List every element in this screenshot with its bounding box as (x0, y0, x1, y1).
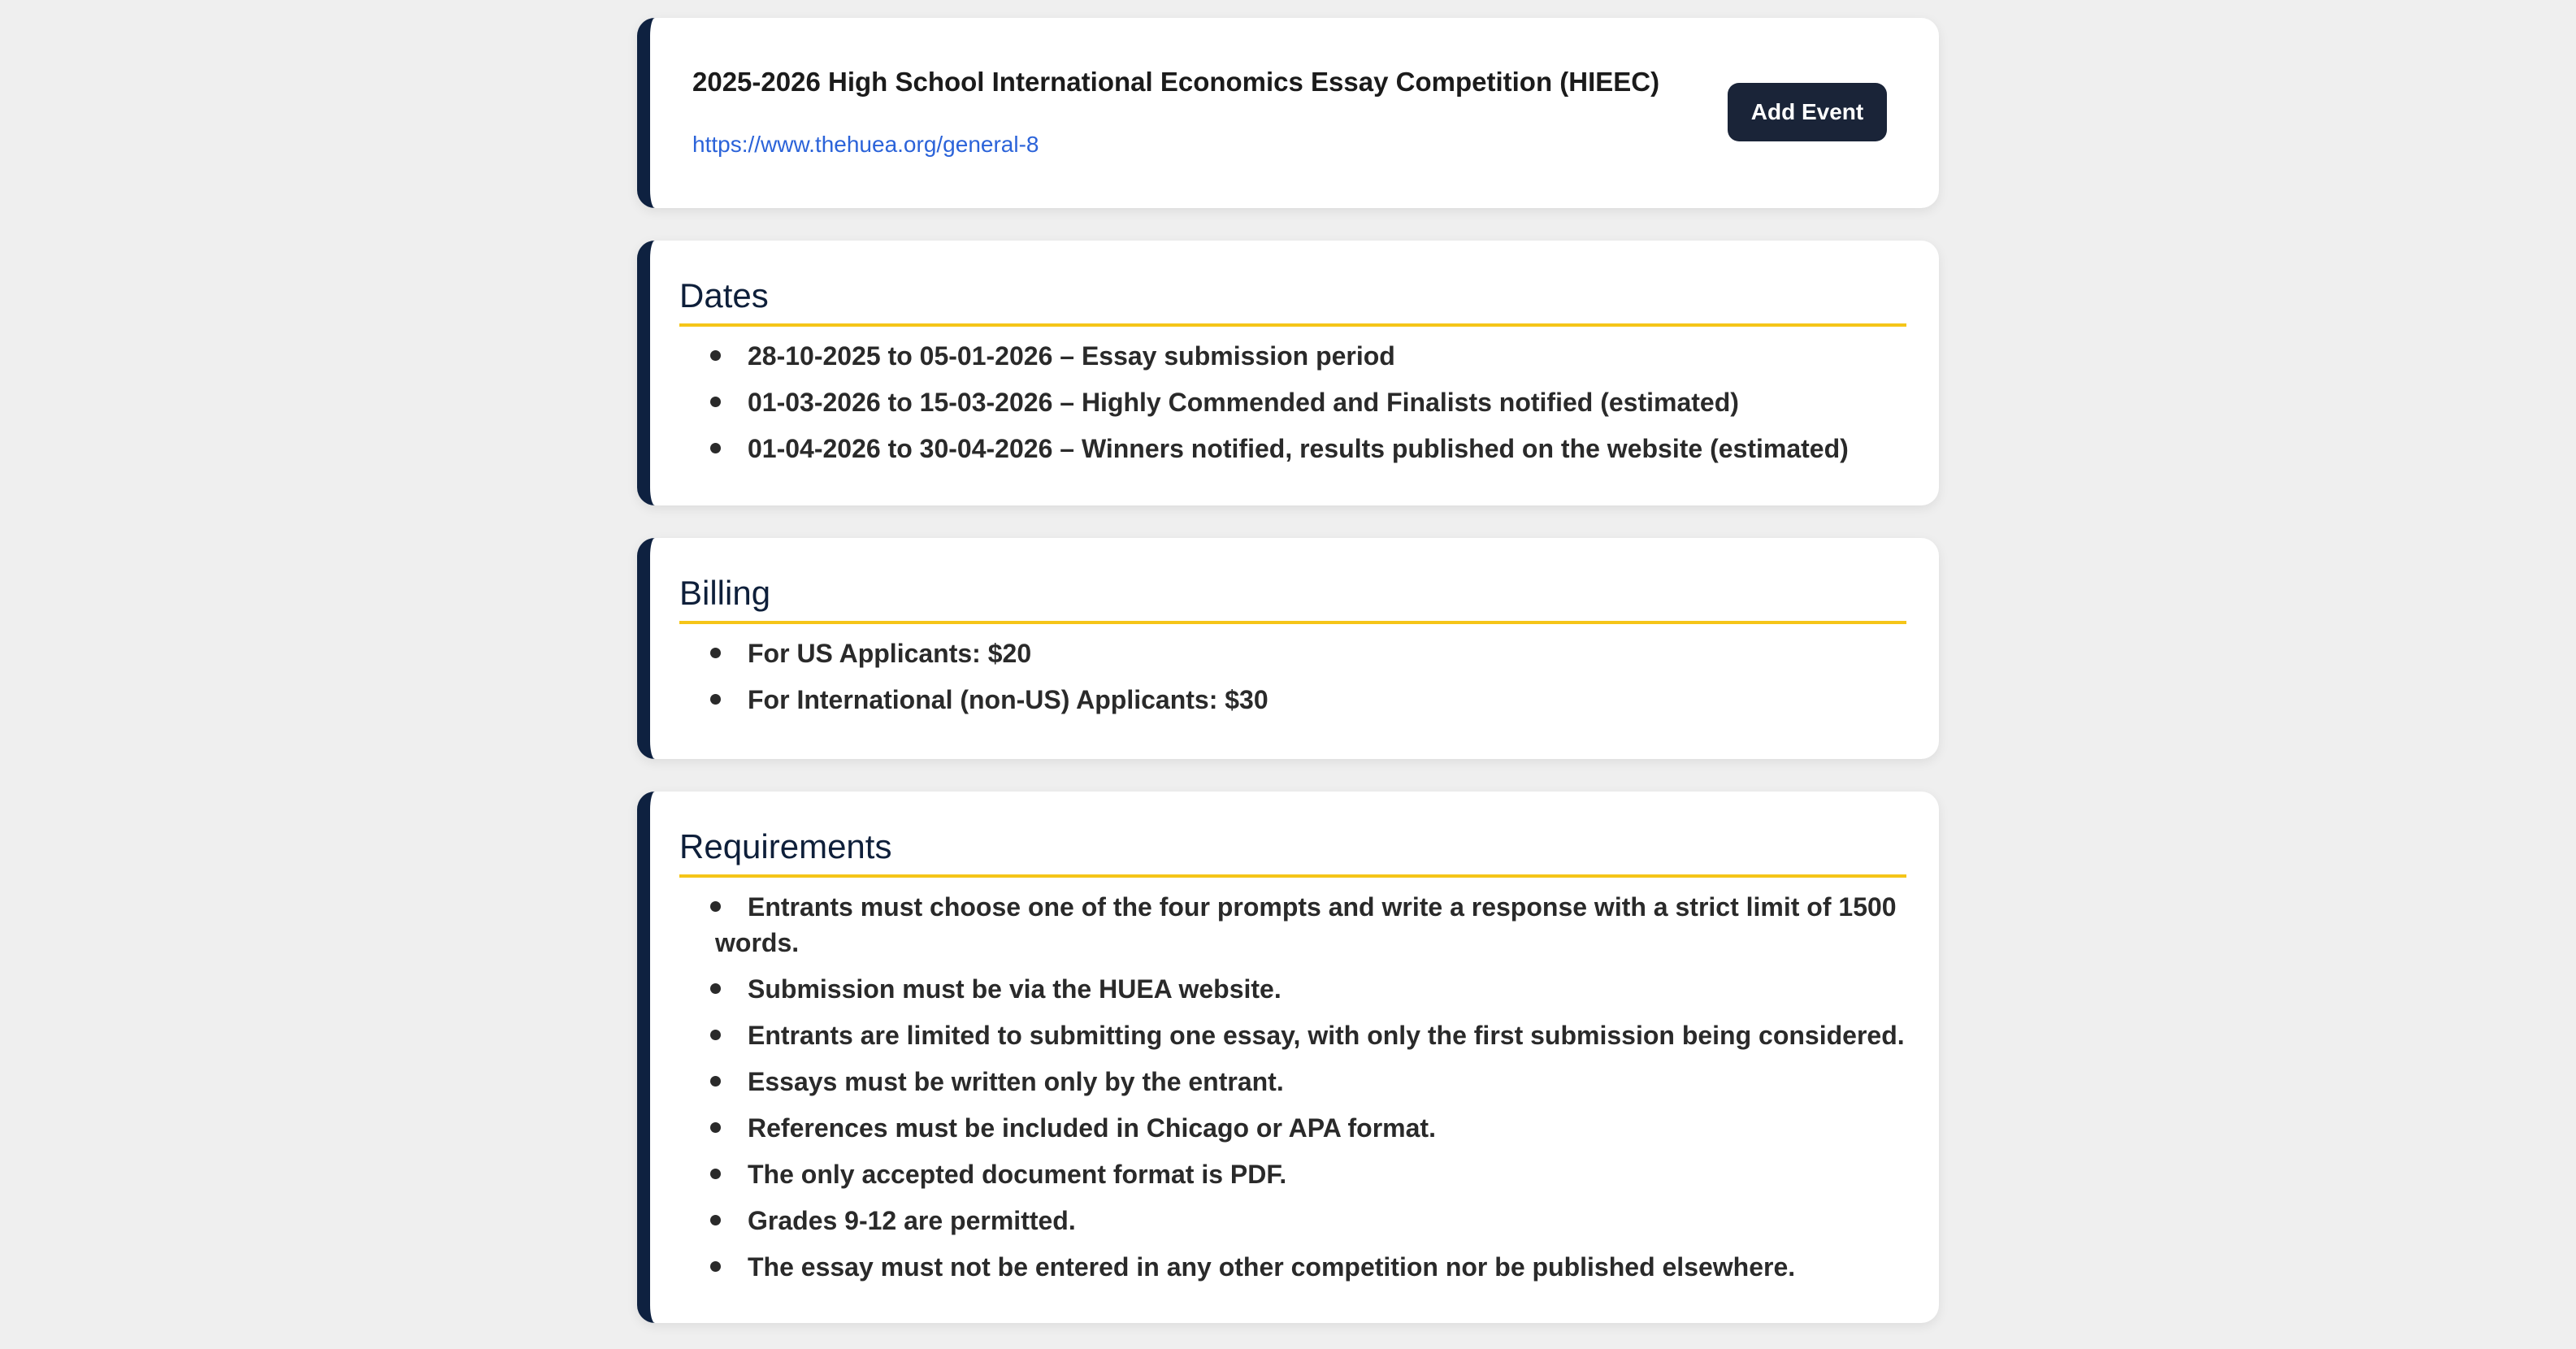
bullet-icon (710, 397, 721, 407)
dates-card (637, 241, 1939, 505)
bullet-icon (710, 901, 721, 912)
requirement-item-text: Essays must be written only by the entrant. (748, 1067, 1284, 1096)
bullet-icon (710, 443, 721, 453)
list-item (679, 682, 1906, 718)
bullet-icon (710, 1169, 721, 1179)
requirement-item-text: Submission must be via the HUEA website. (748, 974, 1281, 1004)
list-item (679, 338, 1906, 374)
list-item (679, 1110, 1906, 1146)
list-item (679, 1249, 1906, 1285)
bullet-icon (710, 648, 721, 658)
requirement-item-text: The essay must not be entered in any other competition nor be published elsewhere. (748, 1252, 1796, 1282)
list-item (679, 1064, 1906, 1100)
add-event-button[interactable]: Add Event (1728, 83, 1887, 141)
billing-list (679, 635, 1906, 728)
requirement-item-text: Entrants are limited to submitting one essay, with only the first submission being considered. (748, 1021, 1905, 1050)
billing-item-text: For US Applicants: $20 (748, 639, 1032, 668)
requirement-item-text: References must be included in Chicago or APA format. (748, 1113, 1436, 1143)
bullet-icon (710, 1122, 721, 1133)
event-header-card (637, 18, 1939, 208)
list-item (679, 971, 1906, 1007)
requirements-card (637, 792, 1939, 1323)
requirements-list (679, 889, 1906, 1295)
list-item (679, 431, 1906, 466)
date-item-text: 01-03-2026 to 15-03-2026 – Highly Commended and Finalists notified (estimated) (748, 388, 1739, 417)
bullet-icon (710, 1215, 721, 1225)
date-item-text: 01-04-2026 to 30-04-2026 – Winners notified, results published on the website (estimated) (748, 434, 1849, 463)
list-item (679, 1203, 1906, 1238)
event-website-link[interactable]: https://www.thehuea.org/general-8 (692, 132, 1039, 157)
dates-heading: Dates (679, 276, 1906, 327)
billing-heading: Billing (679, 574, 1906, 624)
requirement-item-text: Entrants must choose one of the four prompts and write a response with a strict limit of 1500 words. (715, 892, 1897, 957)
list-item (679, 384, 1906, 420)
requirement-item-text: The only accepted document format is PDF. (748, 1160, 1287, 1189)
requirements-heading: Requirements (679, 827, 1906, 878)
list-item (679, 635, 1906, 671)
list-item (679, 1156, 1906, 1192)
dates-list (679, 338, 1906, 477)
requirement-item-text: Grades 9-12 are permitted. (748, 1206, 1076, 1235)
billing-card (637, 538, 1939, 759)
bullet-icon (710, 1261, 721, 1272)
bullet-icon (710, 1030, 721, 1040)
date-item-text: 28-10-2025 to 05-01-2026 – Essay submission period (748, 341, 1395, 371)
bullet-icon (710, 694, 721, 705)
bullet-icon (710, 983, 721, 994)
event-title: 2025-2026 High School International Economics Essay Competition (HIEEC) (692, 67, 1660, 97)
list-item (679, 889, 1906, 961)
list-item (679, 1017, 1906, 1053)
bullet-icon (710, 1076, 721, 1087)
billing-item-text: For International (non-US) Applicants: $30 (748, 685, 1268, 714)
bullet-icon (710, 350, 721, 361)
